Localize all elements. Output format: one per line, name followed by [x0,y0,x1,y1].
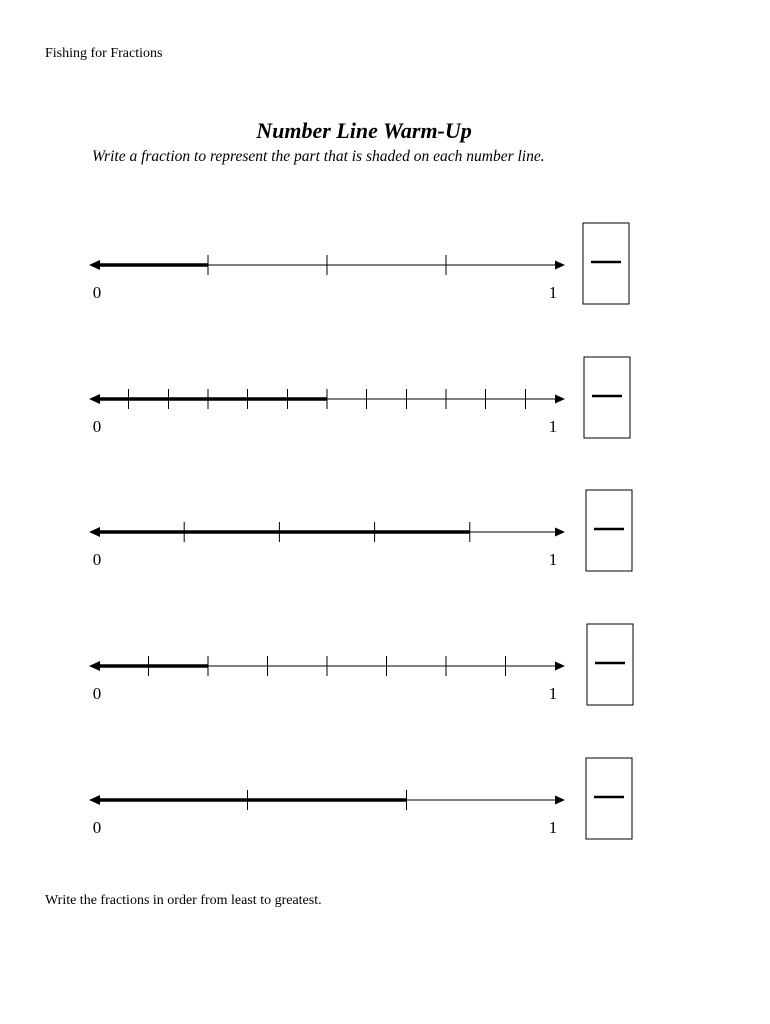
left-arrowhead [89,527,100,537]
end-label: 1 [548,684,558,703]
right-arrowhead [555,261,565,270]
start-label: 0 [92,283,102,302]
instructions: Write a fraction to represent the part that is shaded on each number line. [92,148,545,165]
page-header: Fishing for Fractions [45,46,163,61]
footer-instructions: Write the fractions in order from least to greatest. [45,893,322,908]
page-title: Number Line Warm-Up [256,118,472,143]
left-arrowhead [89,394,100,404]
answer-box [584,357,630,438]
answer-box [586,758,632,839]
start-label: 0 [92,818,102,837]
left-arrowhead [89,661,100,671]
start-label: 0 [92,417,102,436]
right-arrowhead [555,395,565,404]
answer-box [586,490,632,571]
right-arrowhead [555,662,565,671]
end-label: 1 [548,550,558,569]
left-arrowhead [89,260,100,270]
right-arrowhead [555,528,565,537]
left-arrowhead [89,795,100,805]
answer-box [587,624,633,705]
answer-box [583,223,629,304]
end-label: 1 [548,417,558,436]
start-label: 0 [92,550,102,569]
start-label: 0 [92,684,102,703]
end-label: 1 [548,283,558,302]
end-label: 1 [548,818,558,837]
right-arrowhead [555,796,565,805]
